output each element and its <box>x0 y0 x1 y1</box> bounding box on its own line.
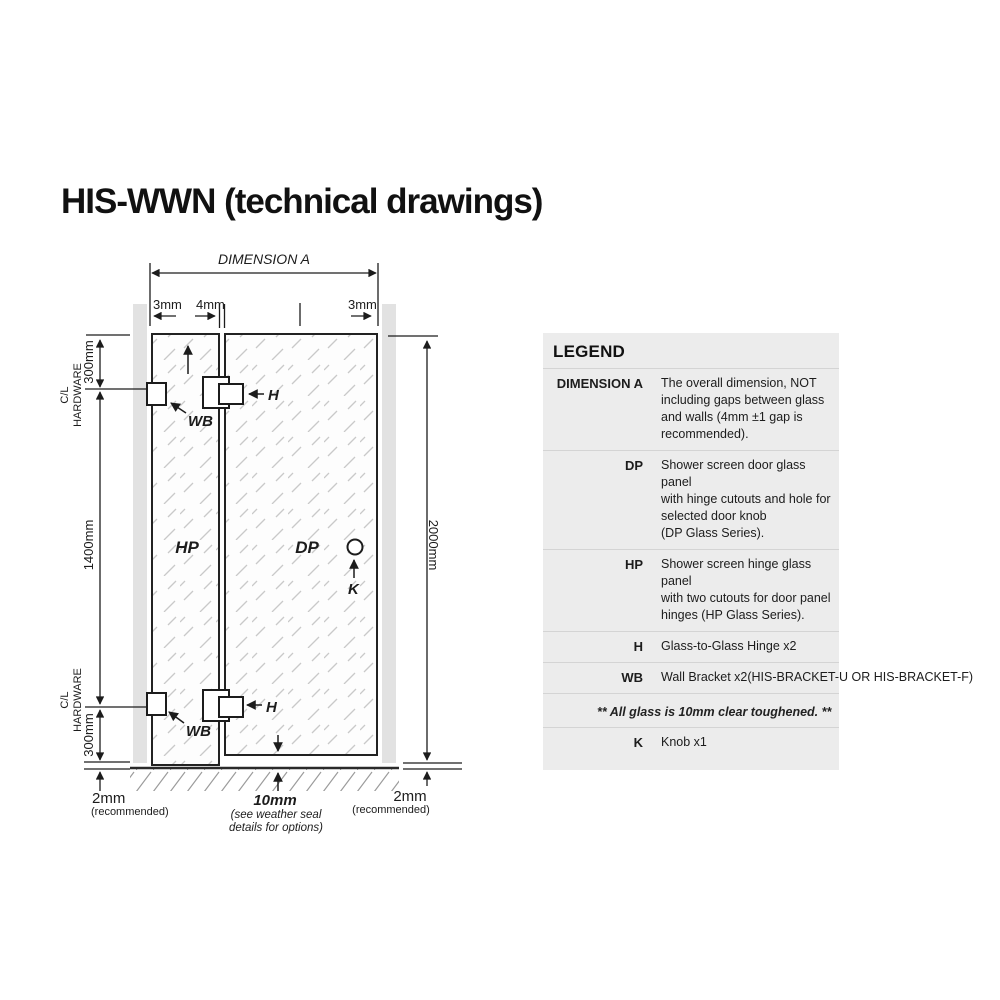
floor-gap-right-note: (recommended) <box>352 804 430 816</box>
dp-panel-label: DP <box>295 538 319 557</box>
floor-gap-door-note1: (see weather seal <box>230 809 322 821</box>
floor-gap-right-value: 2mm <box>393 788 427 805</box>
legend-row-dp <box>543 450 839 549</box>
wb-bottom-label: WB <box>186 723 211 740</box>
legend-description: The overall dimension, NOT including gaps between glass and walls (4mm ±1 gap is recommended). <box>661 376 825 441</box>
legend-row-hp <box>543 549 839 631</box>
legend-row-dimension-a <box>543 368 839 450</box>
dim-bottom-label: 300mm <box>81 713 96 757</box>
cl-hardware-top-line2: HARDWARE <box>72 363 84 427</box>
legend-term: DP <box>624 458 643 473</box>
wall-bracket-bottom <box>147 693 166 715</box>
legend-row-h <box>543 631 839 662</box>
legend-row-k <box>543 727 839 758</box>
cl-hardware-bottom-line1: C/L <box>59 691 71 709</box>
right-dimension-lines <box>388 336 462 786</box>
gap-right-label: 3mm <box>348 297 377 312</box>
cl-hardware-bottom-line2: HARDWARE <box>72 668 84 732</box>
dim-mid-label: 1400mm <box>81 519 96 571</box>
gap-left-label: 3mm <box>153 297 182 312</box>
legend-title: LEGEND <box>553 342 626 361</box>
legend-description: Shower screen hinge glass panel with two cutouts for door panel hinges (HP Glass Series). <box>661 557 831 622</box>
legend-term: K <box>633 735 643 750</box>
legend-term: DIMENSION A <box>556 376 643 391</box>
legend-term: WB <box>621 670 643 685</box>
dimension-a-label: DIMENSION A <box>217 251 311 267</box>
dim-height-label: 2000mm <box>426 519 441 571</box>
floor-gap-left-note: (recommended) <box>91 806 169 818</box>
wb-top-label: WB <box>188 413 213 430</box>
legend-term: H <box>633 639 643 654</box>
knob-label: K <box>348 581 359 598</box>
cl-hardware-top-line1: C/L <box>59 386 71 404</box>
wall-bracket-top <box>147 383 166 405</box>
h-top-label: H <box>268 387 279 404</box>
top-gap-lines <box>154 303 371 328</box>
knob <box>348 540 363 555</box>
page-title: HIS-WWN (technical drawings) <box>61 182 543 221</box>
h-bottom-label: H <box>266 699 277 716</box>
right-wall <box>382 304 396 763</box>
legend-description: Wall Bracket x2(HIS-BRACKET-U OR HIS-BRACKET-F) <box>661 670 974 684</box>
legend-footnote: ** All glass is 10mm clear toughened. ** <box>597 705 832 719</box>
technical-drawing <box>40 240 480 840</box>
legend-term: HP <box>624 557 643 572</box>
floor-gap-door-note2: details for options) <box>229 822 323 834</box>
left-wall <box>133 304 147 763</box>
legend-description: Shower screen door glass panel with hinge cutouts and hole for selected door knob (DP Glass Series). <box>661 458 831 540</box>
legend-description: Knob x1 <box>661 735 707 749</box>
hp-panel-label: HP <box>175 538 199 557</box>
gap-hinge-label: 4mm <box>196 297 225 312</box>
floor-gap-door-value: 10mm <box>253 792 297 809</box>
legend-row-wb <box>543 662 974 693</box>
floor-hatch <box>130 769 399 791</box>
dimension-a-lines <box>150 263 378 326</box>
legend-description: Glass-to-Glass Hinge x2 <box>661 639 797 653</box>
floor-gap-left-value: 2mm <box>92 790 126 807</box>
dim-top-label: 300mm <box>81 340 96 384</box>
